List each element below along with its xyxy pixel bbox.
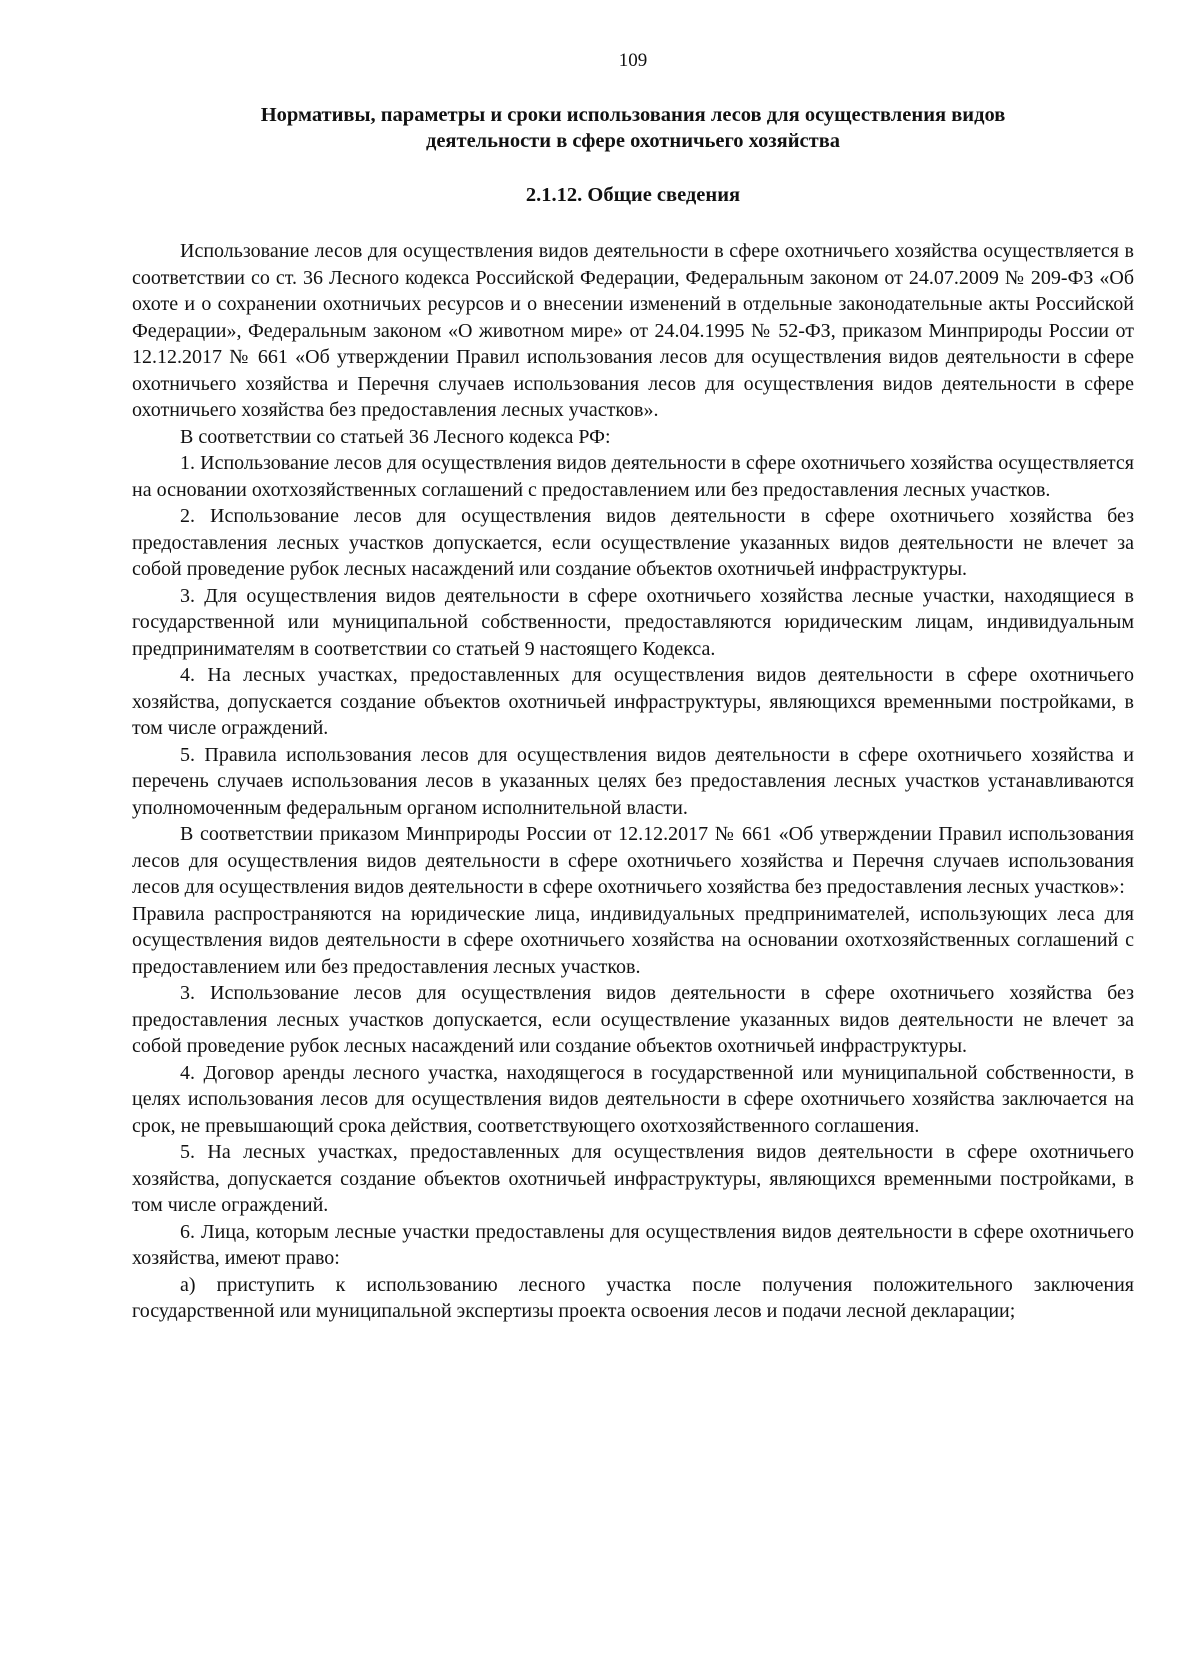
- paragraph-rules-item-6a: а) приступить к использованию лесного участка после получения положительного заключения государственной или муниципальной экспертизы проекта освоения лесов и подачи лесной декларации;: [132, 1273, 1134, 1322]
- paragraph-forest-code-intro: В соответствии со статьей 36 Лесного кодекса РФ:: [180, 425, 611, 448]
- title-line-2: деятельности в сфере охотничьего хозяйства: [425, 130, 841, 152]
- page-number: 109: [618, 50, 648, 71]
- paragraph-rules-item-3: 3. Использование лесов для осуществления видов деятельности в сфере охотничьего хозяйства без предоставления лесных участков допускается, если осуществление указанных видов деятельности не влечет за собой проведение рубок лесных насаждений или создание объектов охотничьей инфраструктуры.: [132, 982, 1134, 1057]
- paragraph-code-item-1: 1. Использование лесов для осуществления видов деятельности в сфере охотничьего хозяйства осуществляется на основании охотхозяйственных соглашений с предоставлением или без предоставления лесных участков.: [132, 452, 1134, 501]
- paragraph-rules-item-6: 6. Лица, которым лесные участки предоставлены для осуществления видов деятельности в сфере охотничьего хозяйства, имеют право:: [132, 1220, 1134, 1269]
- paragraph-rules-item-5: 5. На лесных участках, предоставленных для осуществления видов деятельности в сфере охотничьего хозяйства, допускается создание объектов охотничьей инфраструктуры, являющихся временными постройками, в том числе ограждений.: [132, 1141, 1134, 1216]
- paragraph-order-intro: В соответствии приказом Минприроды России от 12.12.2017 № 661 «Об утверждении Правил использования лесов для осуществления видов деятельности в сфере охотничьего хозяйства и Перечня случаев использования лесов для осуществления видов деятельности в сфере охотничьего хозяйства без предоставления лесных участков»:: [132, 823, 1134, 898]
- paragraph-intro: Использование лесов для осуществления видов деятельности в сфере охотничьего хозяйства осуществляется в соответствии со ст. 36 Лесного кодекса Российской Федерации, Федеральным законом от 24.07.2009 № 209-ФЗ «Об охоте и о сохранении охотничьих ресурсов и о внесении изменений в отдельные законодательные акты Российской Федерации», Федеральным законом «О животном мире» от 24.04.1995 № 52-ФЗ, приказом Минприроды России от 12.12.2017 № 661 «Об утверждении Правил использования лесов для осуществления видов деятельности в сфере охотничьего хозяйства и Перечня случаев использования лесов для осуществления видов деятельности в сфере охотничьего хозяйства без предоставления лесных участков».: [132, 240, 1134, 421]
- document-body: [132, 238, 1134, 1325]
- paragraph-code-item-2: 2. Использование лесов для осуществления видов деятельности в сфере охотничьего хозяйства без предоставления лесных участков допускается, если осуществление указанных видов деятельности не влечет за собой проведение рубок лесных насаждений или создание объектов охотничьей инфраструктуры.: [132, 505, 1134, 580]
- document-title: [132, 102, 1134, 154]
- paragraph-code-item-5: 5. Правила использования лесов для осуществления видов деятельности в сфере охотничьего хозяйства и перечень случаев использования лесов в указанных целях без предоставления лесных участков устанавливаются уполномоченным федеральным органом исполнительной власти.: [132, 743, 1134, 819]
- title-line-1: Нормативы, параметры и сроки использования лесов для осуществления видов: [260, 104, 1006, 126]
- section-heading: 2.1.12. Общие сведения: [525, 184, 741, 206]
- paragraph-rules-item-4: 4. Договор аренды лесного участка, находящегося в государственной или муниципальной собственности, в целях использования лесов для осуществления видов деятельности в сфере охотничьего хозяйства заключается на срок, не превышающий срока действия, соответствующего охотхозяйственного соглашения.: [132, 1061, 1134, 1137]
- paragraph-rules-scope: Правила распространяются на юридические лица, индивидуальных предпринимателей, использующих леса для осуществления видов деятельности в сфере охотничьего хозяйства на основании охотхозяйственных соглашений с предоставлением или без предоставления лесных участков.: [132, 902, 1134, 978]
- document-page: [132, 0, 1134, 1674]
- paragraph-code-item-4: 4. На лесных участках, предоставленных для осуществления видов деятельности в сфере охотничьего хозяйства, допускается создание объектов охотничьей инфраструктуры, являющихся временными постройками, в том числе ограждений.: [132, 664, 1134, 739]
- paragraph-code-item-3: 3. Для осуществления видов деятельности в сфере охотничьего хозяйства лесные участки, находящиеся в государственной или муниципальной собственности, предоставляются юридическим лицам, индивидуальным предпринимателям в соответствии со статьей 9 настоящего Кодекса.: [132, 584, 1134, 660]
